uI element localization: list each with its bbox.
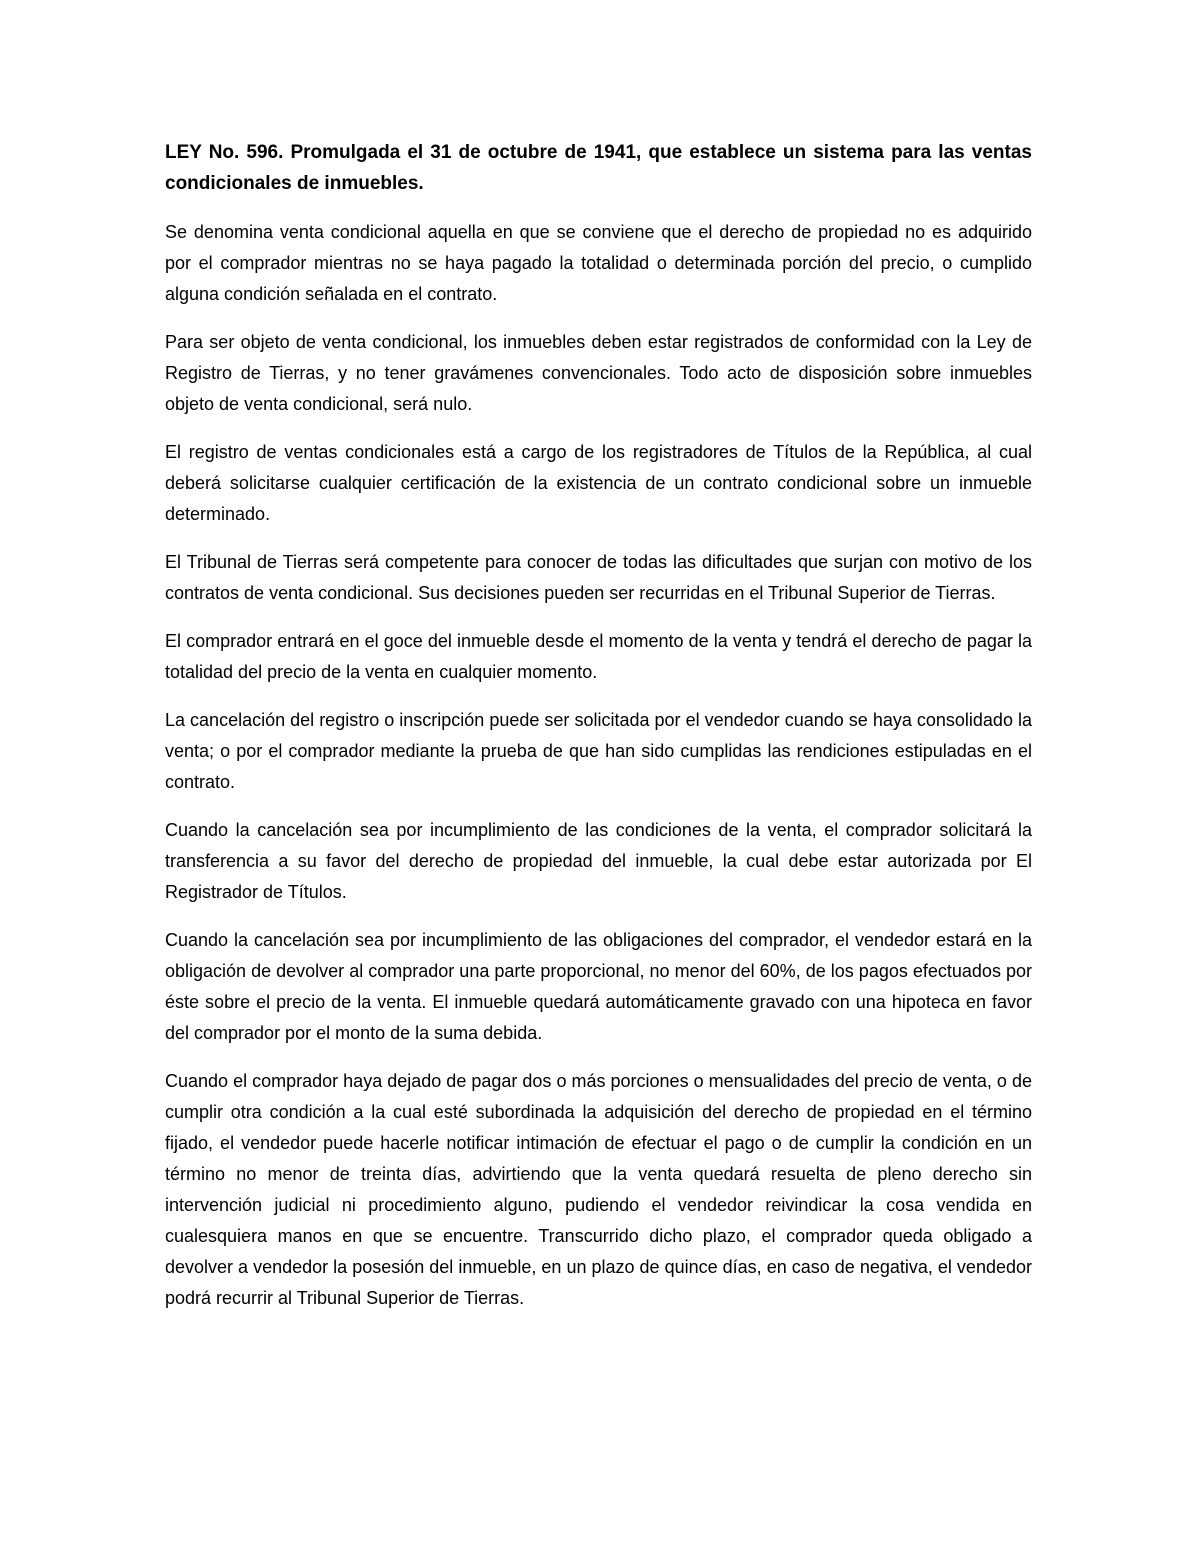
paragraph-9: Cuando el comprador haya dejado de pagar dos o más porciones o mensualidades del precio de venta, o de cumplir otra condición a la cual esté subordinada la adquisición del derecho de propiedad en el término fijado, el vendedor puede hacerle notificar intimación de efectuar el pago o de cumplir la condición en un término no menor de treinta días, advirtiendo que la venta quedará resuelta de pleno derecho sin intervención judicial ni procedimiento alguno, pudiendo el vendedor reivindicar la cosa vendida en cualesquiera manos en que se encuentre. Transcurrido dicho plazo, el comprador queda obligado a devolver a vendedor la posesión del inmueble, en un plazo de quince días, en caso de negativa, el vendedor podrá recurrir al Tribunal Superior de Tierras. xyxy=(165,1071,1032,1308)
paragraph-8: Cuando la cancelación sea por incumplimiento de las obligaciones del comprador, el vendedor estará en la obligación de devolver al comprador una parte proporcional, no menor del 60%, de los pagos efectuados por éste sobre el precio de la venta. El inmueble quedará automáticamente gravado con una hipoteca en favor del comprador por el monto de la suma debida. xyxy=(165,930,1032,1043)
paragraph-4: El Tribunal de Tierras será competente para conocer de todas las dificultades que surjan con motivo de los contratos de venta condicional. Sus decisiones pueden ser recurridas en el Tribunal Superior de Tierras. xyxy=(165,552,1032,603)
paragraph-5: El comprador entrará en el goce del inmueble desde el momento de la venta y tendrá el derecho de pagar la totalidad del precio de la venta en cualquier momento. xyxy=(165,631,1032,682)
document-body xyxy=(165,133,1032,1314)
paragraph-7: Cuando la cancelación sea por incumplimiento de las condiciones de la venta, el comprador solicitará la transferencia a su favor del derecho de propiedad del inmueble, la cual debe estar autorizada por El Registrador de Títulos. xyxy=(165,820,1032,902)
document-title: LEY No. 596. Promulgada el 31 de octubre de 1941, que establece un sistema para las ventas condicionales de inmuebles. xyxy=(165,142,1032,194)
paragraph-2: Para ser objeto de venta condicional, los inmuebles deben estar registrados de conformidad con la Ley de Registro de Tierras, y no tener gravámenes convencionales. Todo acto de disposición sobre inmuebles objeto de venta condicional, será nulo. xyxy=(165,332,1032,414)
paragraph-1: Se denomina venta condicional aquella en que se conviene que el derecho de propiedad no es adquirido por el comprador mientras no se haya pagado la totalidad o determinada porción del precio, o cumplido alguna condición señalada en el contrato. xyxy=(165,222,1032,304)
paragraph-6: La cancelación del registro o inscripción puede ser solicitada por el vendedor cuando se haya consolidado la venta; o por el comprador mediante la prueba de que han sido cumplidas las rendiciones estipuladas en el contrato. xyxy=(165,710,1032,792)
paragraph-3: El registro de ventas condicionales está a cargo de los registradores de Títulos de la República, al cual deberá solicitarse cualquier certificación de la existencia de un contrato condicional sobre un inmueble determinado. xyxy=(165,442,1032,524)
